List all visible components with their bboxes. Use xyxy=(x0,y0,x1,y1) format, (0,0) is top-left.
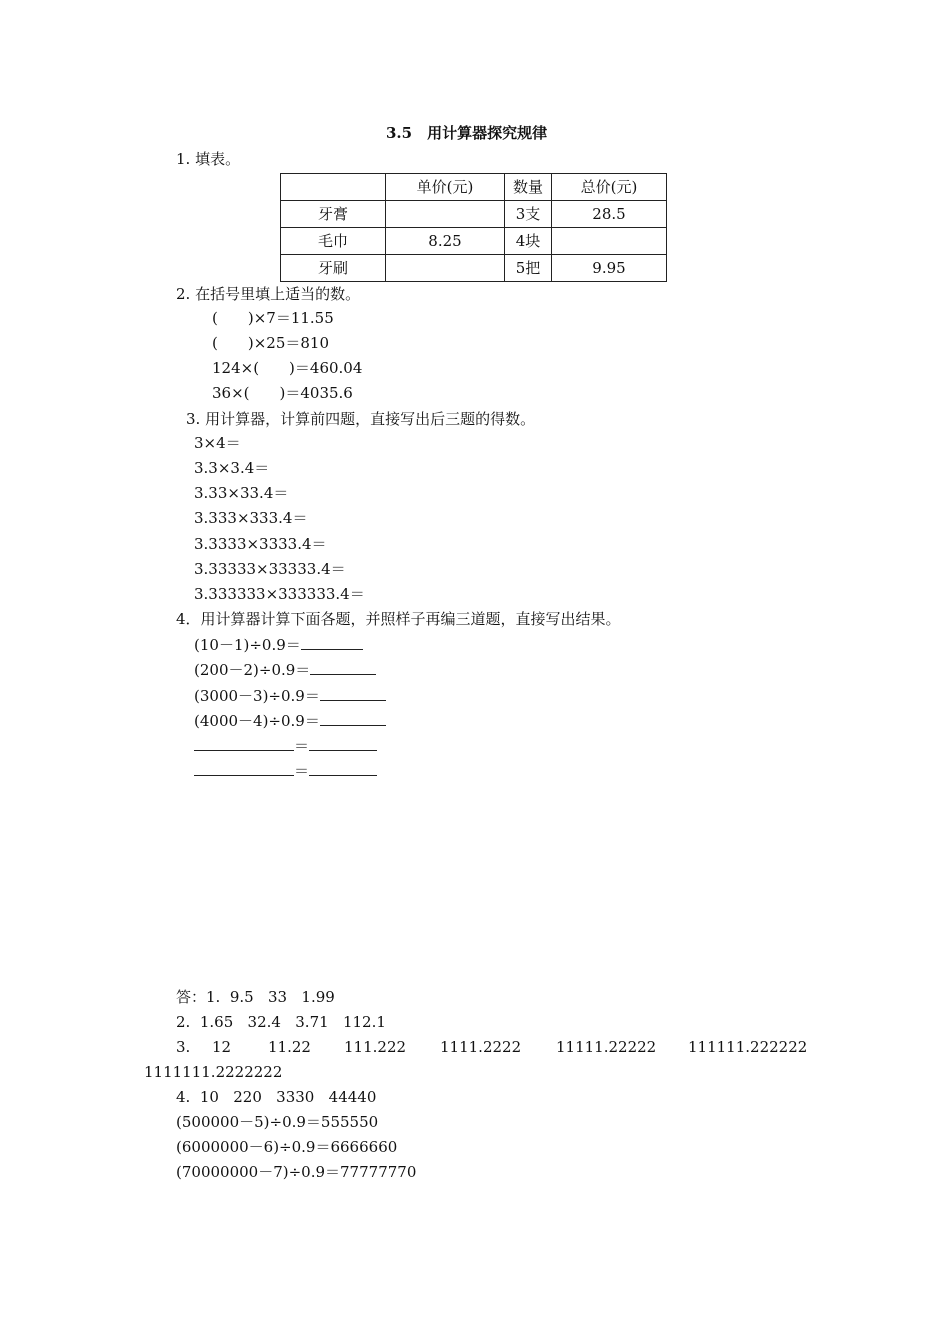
q4-label: 4．用计算器计算下面各题，并照样子再编三道题，直接写出结果。 xyxy=(176,610,621,628)
q4-blank-line xyxy=(194,735,377,756)
answer-blank xyxy=(194,735,294,751)
answer-blank xyxy=(309,735,377,751)
q4-item xyxy=(194,659,376,680)
q4-expression: (10－1)÷0.9＝ xyxy=(194,636,301,654)
price-table xyxy=(280,173,667,282)
answer-value: 11.22 xyxy=(268,1038,311,1056)
table-row xyxy=(281,255,667,282)
q4-expression: (3000－3)÷0.9＝ xyxy=(194,687,320,705)
table-row xyxy=(281,201,667,228)
table-cell: 28.5 xyxy=(552,201,667,228)
q3-item: 3.33333×33333.4＝ xyxy=(194,560,346,578)
table-row xyxy=(281,228,667,255)
answer-line: 2. 1.65 32.4 3.71 112.1 xyxy=(176,1013,386,1031)
answer-value: 1111.2222 xyxy=(440,1038,522,1056)
q2-item: ( )×25＝810 xyxy=(212,334,329,352)
answer-blank xyxy=(301,634,363,650)
q3-item: 3.33×33.4＝ xyxy=(194,484,289,502)
table-cell: 4块 xyxy=(505,228,552,255)
q3-item: 3.3333×3333.4＝ xyxy=(194,535,327,553)
table-cell: 3支 xyxy=(505,201,552,228)
table-cell: 毛巾 xyxy=(281,228,386,255)
table-header-cell xyxy=(281,174,386,201)
q4-item xyxy=(194,685,386,706)
equals-sign: ＝ xyxy=(294,762,310,780)
q4-expression: (200－2)÷0.9＝ xyxy=(194,661,311,679)
q3-item: 3.3×3.4＝ xyxy=(194,459,270,477)
table-cell xyxy=(386,255,505,282)
answer-line: 4. 10 220 3330 44440 xyxy=(176,1088,377,1106)
q1-label: 1. 填表。 xyxy=(176,150,241,168)
q2-item: 124×( )＝460.04 xyxy=(212,359,363,377)
q3-item: 3.333×333.4＝ xyxy=(194,509,308,527)
table-header-cell: 单价(元) xyxy=(386,174,505,201)
table-cell xyxy=(386,201,505,228)
q4-blank-line xyxy=(194,760,377,781)
answer-line: 答：1. 9.5 33 1.99 xyxy=(176,988,335,1006)
answer-blank xyxy=(320,710,386,726)
table-cell: 9.95 xyxy=(552,255,667,282)
answer-blank xyxy=(310,659,376,675)
answer-line: 1111111.2222222 xyxy=(144,1063,283,1081)
q3-item: 3.333333×333333.4＝ xyxy=(194,585,365,603)
page-title: 3.5 用计算器探究规律 xyxy=(386,124,548,142)
answer-line: (6000000－6)÷0.9＝6666660 xyxy=(176,1138,398,1156)
answer-value: 11111.22222 xyxy=(556,1038,657,1056)
q4-item xyxy=(194,634,363,655)
q3-label: 3. 用计算器，计算前四题，直接写出后三题的得数。 xyxy=(186,410,536,428)
table-header-cell: 数量 xyxy=(505,174,552,201)
answer-line: (70000000－7)÷0.9＝77777770 xyxy=(176,1163,417,1181)
answer-blank xyxy=(320,685,386,701)
table-header-cell: 总价(元) xyxy=(552,174,667,201)
q2-label: 2. 在括号里填上适当的数。 xyxy=(176,285,361,303)
answer-value: 111111.222222 xyxy=(688,1038,808,1056)
table-header-row xyxy=(281,174,667,201)
answer-value: 12 xyxy=(212,1038,232,1056)
q2-item: 36×( )＝4035.6 xyxy=(212,384,353,402)
q4-item xyxy=(194,710,386,731)
q3-item: 3×4＝ xyxy=(194,434,241,452)
table-cell: 8.25 xyxy=(386,228,505,255)
answer-value: 111.222 xyxy=(344,1038,407,1056)
answer-blank xyxy=(309,760,377,776)
q4-expression: (4000－4)÷0.9＝ xyxy=(194,712,320,730)
table-cell: 5把 xyxy=(505,255,552,282)
answer-value: 3. xyxy=(176,1038,191,1056)
table-cell xyxy=(552,228,667,255)
equals-sign: ＝ xyxy=(294,737,310,755)
table-cell: 牙膏 xyxy=(281,201,386,228)
answer-blank xyxy=(194,760,294,776)
q2-item: ( )×7＝11.55 xyxy=(212,309,334,327)
table-cell: 牙刷 xyxy=(281,255,386,282)
answer-line: (500000－5)÷0.9＝555550 xyxy=(176,1113,379,1131)
